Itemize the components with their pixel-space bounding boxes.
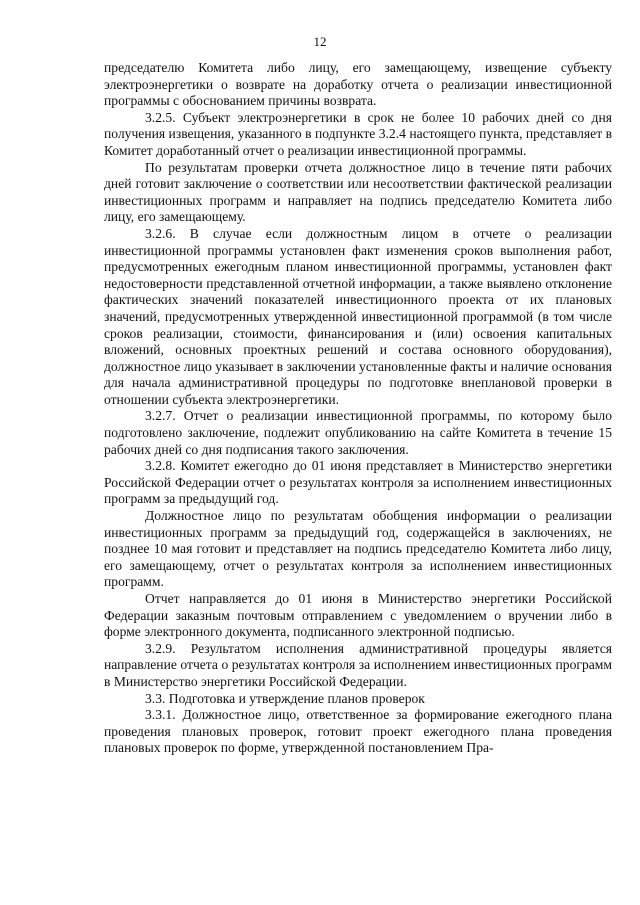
paragraph-3-2-7: 3.2.7. Отчет о реализации инвестиционной программы, по которому было подготовлено заключение, подлежит опубликованию на сайте Комитета в течение 15 рабочих дней со дня подписания такого заключения.: [104, 408, 612, 457]
document-body: [104, 60, 612, 757]
paragraph-3-2-6: 3.2.6. В случае если должностным лицом в отчете о реализации инвестиционной программы установлен факт изменения сроков выполнения работ, предусмотренных ежегодным планом инвестиционной программы, установлен факт недостоверности представленной отчетной информации, а также выявлено отклонение фактических значений показателей инвестиционного проекта от их плановых значений, предусмотренных утвержденной инвестиционной программой (в том числе сроков реализации, стоимости, финансирования и (или) освоения капитальных вложений, основных проектных решений и состава основного оборудования), должностное лицо указывает в заключении установленные факты и наличие основания для начала административной процедуры по подготовке внеплановой проверки в отношении субъекта электроэнергетики.: [104, 225, 612, 407]
paragraph-3-2-9: 3.2.9. Результатом исполнения административной процедуры является направление отчета о результатах контроля за исполнением инвестиционных программ в Министерство энергетики Российской Федерации.: [104, 640, 612, 689]
paragraph-3-3-1: 3.3.1. Должностное лицо, ответственное за формирование ежегодного плана проведения плановых проверок, готовит проект ежегодного плана проведения плановых проверок по форме, утвержденной постановлением Пра-: [104, 707, 612, 756]
paragraph-return-notice-continued: председателю Комитета либо лицу, его замещающему, извещение субъекту электроэнергетики о возврате на доработку отчета о реализации инвестиционной программы с обоснованием причины возврата.: [104, 60, 612, 109]
paragraph-3-2-5: 3.2.5. Субъект электроэнергетики в срок не более 10 рабочих дней со дня получения извещения, указанного в подпункте 3.2.4 настоящего пункта, представляет в Комитет доработанный отчет о реализации инвестиционной программы.: [104, 109, 612, 158]
paragraph-summary-report: Должностное лицо по результатам обобщения информации о реализации инвестиционных программ за предыдущий год, содержащейся в заключениях, не позднее 10 мая готовит и представляет на подпись председателю Комитета либо лицу, его замещающему, отчет о результатах контроля за исполнением инвестиционных программ.: [104, 508, 612, 590]
page-number: 12: [313, 34, 327, 49]
paragraph-report-delivery: Отчет направляется до 01 июня в Министерство энергетики Российской Федерации заказным почтовым отправлением с уведомлением о вручении либо в форме электронного документа, подписанного электронной подписью.: [104, 591, 612, 640]
section-heading-3-3: 3.3. Подготовка и утверждение планов проверок: [145, 690, 425, 706]
paragraph-3-2-8: 3.2.8. Комитет ежегодно до 01 июня представляет в Министерство энергетики Российской Федерации отчет о результатах контроля за исполнением инвестиционных программ за предыдущий год.: [104, 458, 612, 507]
paragraph-verification-conclusion: По результатам проверки отчета должностное лицо в течение пяти рабочих дней готовит заключение о соответствии или несоответствии фактической реализации инвестиционных программ и направляет на подпись председателю Комитета либо лицу, его замещающему.: [104, 159, 612, 225]
